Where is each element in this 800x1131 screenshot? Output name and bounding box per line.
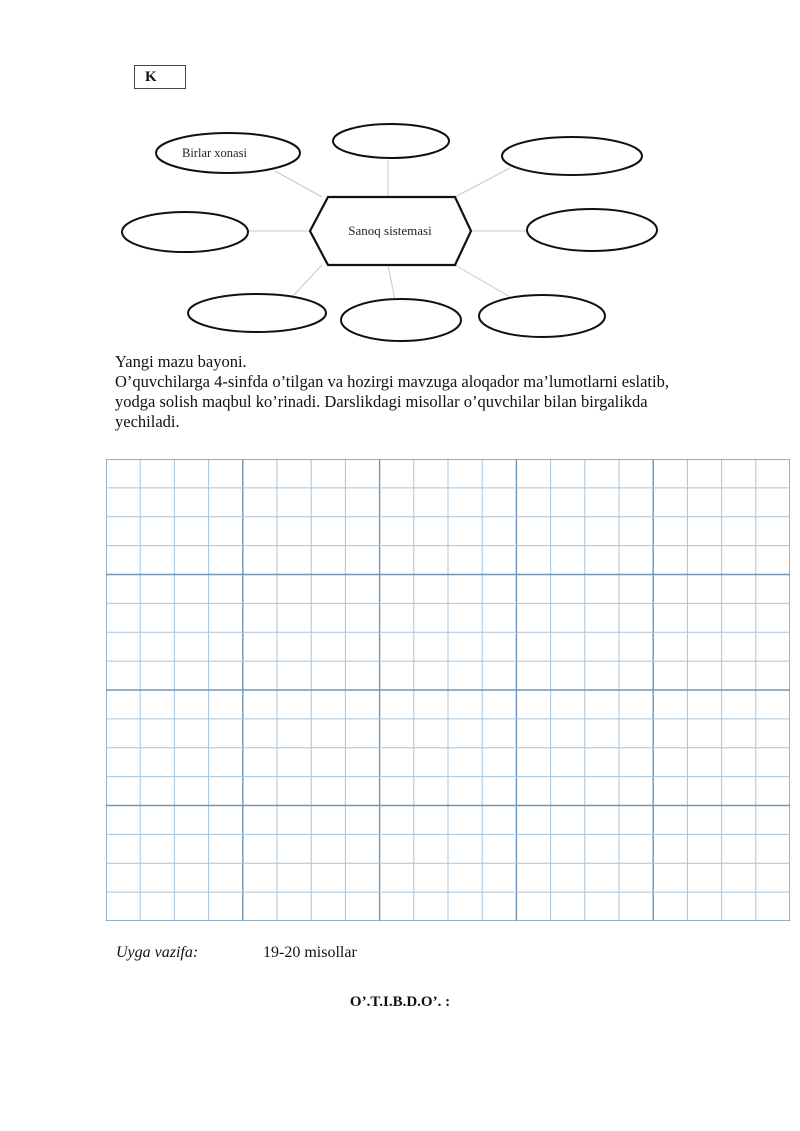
graph-paper-grid xyxy=(106,459,790,921)
homework-value: 19-20 misollar xyxy=(263,944,357,961)
label-box: K xyxy=(134,65,186,89)
text-line: Yangi mazu bayoni. xyxy=(115,352,247,371)
text-line: yechiladi. xyxy=(115,412,180,431)
homework-label: Uyga vazifa: xyxy=(116,944,199,961)
mindmap-node-label: Birlar xonasi xyxy=(182,146,247,160)
mindmap-node xyxy=(502,137,642,175)
mindmap-node xyxy=(188,294,326,332)
text-line: O’quvchilarga 4-sinfda o’tilgan va hozirgi mavzuga aloqador ma’lumotlarni eslatib, xyxy=(115,372,669,391)
text-line: yodga solish maqbul ko’rinadi. Darslikdagi misollar o’quvchilar bilan birgalikda xyxy=(115,392,648,411)
mindmap-node xyxy=(122,212,248,252)
footer-signature: O’.T.I.B.D.O’. : xyxy=(349,994,451,1010)
mindmap-node xyxy=(333,124,449,158)
mindmap-node xyxy=(341,299,461,341)
mindmap-node xyxy=(479,295,605,337)
mind-map-diagram xyxy=(0,115,800,345)
center-label: Sanoq sistemasi xyxy=(348,223,432,238)
lesson-text xyxy=(115,352,735,432)
mindmap-node xyxy=(527,209,657,251)
homework-line xyxy=(116,944,357,962)
